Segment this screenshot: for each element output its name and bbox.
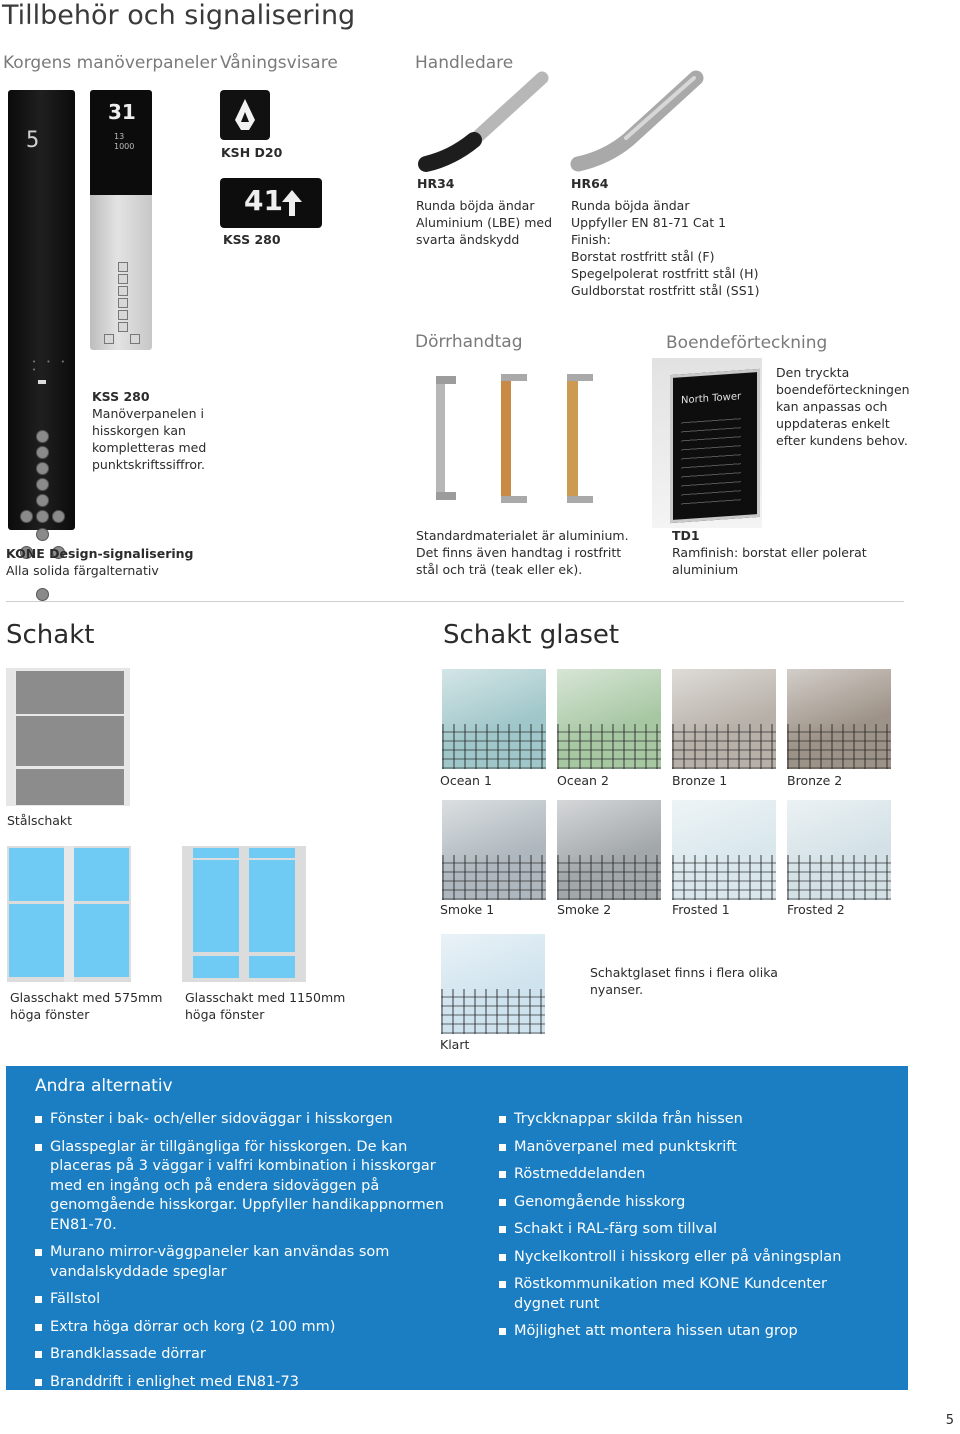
swatch-label-frosted-2: Frosted 2 (787, 902, 845, 917)
list-item: Glasspeglar är tillgängliga för hisskorgen. De kan placeras på 3 väggar i valfri kombination i hisskorgar med en ingång och på endera sidoväggen på genomgående hisskorgar. Uppfyller handikappnormen EN81-70. (35, 1138, 465, 1236)
section-door-handles-heading: Dörrhandtag (415, 332, 523, 352)
swatch-label-smoke-2: Smoke 2 (557, 902, 612, 917)
ksh-d20-indicator-image (220, 90, 270, 140)
glass-swatch-smoke-1 (442, 800, 546, 900)
swatch-label-bronze-2: Bronze 2 (787, 773, 843, 788)
td1-caption: TD1 Ramfinish: borstat eller polerat aluminium (672, 528, 867, 577)
hr34-description: Runda böjda ändar Aluminium (LBE) med svarta ändskydd (416, 198, 553, 247)
steel-panel (15, 715, 125, 767)
swatch-label-smoke-1: Smoke 1 (440, 902, 495, 917)
other-options-box (6, 1066, 908, 1390)
section-panels-heading: Korgens manöverpaneler (3, 53, 217, 73)
list-item: Tryckknappar skilda från hissen (499, 1110, 879, 1130)
kss280-caption: KSS 280 Manöverpanelen i hisskorgen kan kompletteras med punktskriftssiffror. (92, 389, 207, 472)
glass-pane (249, 956, 295, 978)
panel-square-button (118, 322, 128, 332)
panel-square-button (104, 334, 114, 344)
panel-display-area (90, 90, 152, 195)
kss280-indicator-image (220, 178, 322, 228)
other-options-title: Andra alternativ (35, 1076, 173, 1096)
glass-shaft-575-caption: Glasschakt med 575mm höga fönster (10, 990, 163, 1022)
hr64-code: HR64 (571, 176, 609, 191)
page-number: 5 (945, 1413, 954, 1428)
glass-swatch-ocean-1 (442, 669, 546, 769)
glass-swatch-frosted-1 (672, 800, 776, 900)
steel-panel (15, 670, 125, 715)
directory-sign-lines (681, 413, 741, 507)
drop-icon (220, 90, 270, 140)
directory-sign-image (652, 358, 762, 528)
section-divider (6, 601, 904, 602)
section-shaft-heading: Schakt (6, 620, 95, 650)
panel-button (36, 430, 49, 443)
list-item: Murano mirror-väggpaneler kan användas som vandalskyddade speglar (35, 1243, 465, 1282)
panel-button (36, 510, 49, 523)
glass-pane (9, 904, 64, 977)
silver-small-text-1: 13 (114, 132, 125, 141)
glass-pane (193, 956, 239, 978)
panel-button (36, 446, 49, 459)
swatch-label-ocean-2: Ocean 2 (557, 773, 609, 788)
directory-sign-board (670, 369, 760, 523)
panel-button (52, 510, 65, 523)
list-item: Röstmeddelanden (499, 1165, 879, 1185)
glass-pane (249, 860, 295, 952)
steel-panel (15, 768, 125, 806)
shaft-column (64, 846, 74, 982)
list-item: Nyckelkontroll i hisskorg eller på våningsplan (499, 1248, 879, 1268)
glass-pane (9, 848, 64, 901)
handrail-hr64-image (566, 70, 706, 175)
list-item: Schakt i RAL-färg som tillval (499, 1220, 879, 1240)
section-indicators-heading: Våningsvisare (220, 53, 338, 73)
list-item: Branddrift i enlighet med EN81-73 (35, 1373, 465, 1393)
panel-dots: • • • • (32, 358, 69, 374)
glass-swatch-smoke-2 (557, 800, 661, 900)
list-item: Genomgående hisskorg (499, 1193, 879, 1213)
directory-sign-title: North Tower (681, 391, 742, 407)
panel-square-button (118, 274, 128, 284)
glass-swatch-ocean-2 (557, 669, 661, 769)
door-handles-image (414, 368, 614, 510)
panel-square-button (130, 334, 140, 344)
panel-square-button (118, 286, 128, 296)
hr34-code: HR34 (417, 176, 455, 191)
car-panel-dark-image (8, 90, 75, 530)
silver-floor-digit: 31 (108, 100, 136, 124)
glass-note: Schaktglaset finns i flera olika nyanser. (590, 965, 778, 997)
glass-shaft-1150-image (182, 846, 306, 982)
door-handles-caption: Standardmaterialet är aluminium. Det finns även handtag i rostfritt stål och trä (teak eller ek). (416, 528, 629, 577)
glass-swatch-bronze-1 (672, 669, 776, 769)
indicator-floor-digit: 41 (244, 184, 283, 217)
glass-pane (74, 848, 129, 901)
list-item: Möjlighet att montera hissen utan grop (499, 1322, 879, 1342)
section-handrails-heading: Handledare (415, 53, 514, 73)
glass-swatch-frosted-2 (787, 800, 891, 900)
swatch-label-frosted-1: Frosted 1 (672, 902, 730, 917)
glass-shaft-1150-caption: Glasschakt med 1150mm höga fönster (185, 990, 346, 1022)
swatch-label-clear: Klart (440, 1037, 470, 1052)
panel-square-button (118, 262, 128, 272)
list-item: Fällstol (35, 1290, 465, 1310)
list-item: Extra höga dörrar och korg (2 100 mm) (35, 1318, 465, 1338)
panel-button (20, 510, 33, 523)
arrow-up-icon (280, 188, 304, 218)
page-title: Tillbehör och signalisering (2, 0, 356, 31)
panel-square-button (118, 310, 128, 320)
panel-indicator-light (38, 380, 46, 384)
list-item: Fönster i bak- och/eller sidoväggar i hisskorgen (35, 1110, 465, 1130)
other-options-left-list (35, 1110, 465, 1400)
swatch-label-bronze-1: Bronze 1 (672, 773, 728, 788)
car-panel-silver-image (90, 90, 152, 350)
panel-button (36, 494, 49, 507)
glass-swatch-clear (441, 934, 545, 1034)
panel-button (36, 462, 49, 475)
silver-small-text-2: 1000 (114, 142, 135, 151)
steel-shaft-label: Stålschakt (7, 813, 73, 828)
glass-swatch-bronze-2 (787, 669, 891, 769)
glass-pane (193, 860, 239, 952)
section-shaft-glazed-heading: Schakt glaset (443, 620, 620, 650)
kone-design-caption: KONE Design-signalisering Alla solida färgalternativ (6, 546, 194, 578)
list-item: Röstkommunikation med KONE Kundcenter dygnet runt (499, 1275, 879, 1314)
list-item: Manöverpanel med punktskrift (499, 1138, 879, 1158)
ksh-d20-label: KSH D20 (221, 145, 283, 160)
panel-square-button (118, 298, 128, 308)
hr64-description: Runda böjda ändar Uppfyller EN 81-71 Cat 1 Finish: Borstat rostfritt stål (F) Spegelpolerat rostfritt stål (H) Guldborstat rostfritt stål (SS1) (571, 198, 760, 298)
panel-button (36, 588, 49, 601)
panel-button (36, 528, 49, 541)
swatch-label-ocean-1: Ocean 1 (440, 773, 492, 788)
glass-pane (193, 848, 239, 858)
kss280-indicator-label: KSS 280 (223, 232, 281, 247)
section-directory-heading: Boendeförteckning (666, 333, 828, 353)
panel-floor-digit: 5 (26, 128, 40, 153)
steel-shaft-image (6, 668, 130, 806)
glass-shaft-575-image (7, 846, 131, 982)
directory-caption: Den tryckta boendeförteckningen kan anpassas och uppdateras enkelt efter kundens behov. (776, 365, 910, 448)
panel-button (36, 478, 49, 491)
glass-pane (74, 904, 129, 977)
glass-pane (249, 848, 295, 858)
list-item: Brandklassade dörrar (35, 1345, 465, 1365)
handrail-hr34-image (412, 70, 552, 175)
other-options-right-list (499, 1110, 879, 1350)
